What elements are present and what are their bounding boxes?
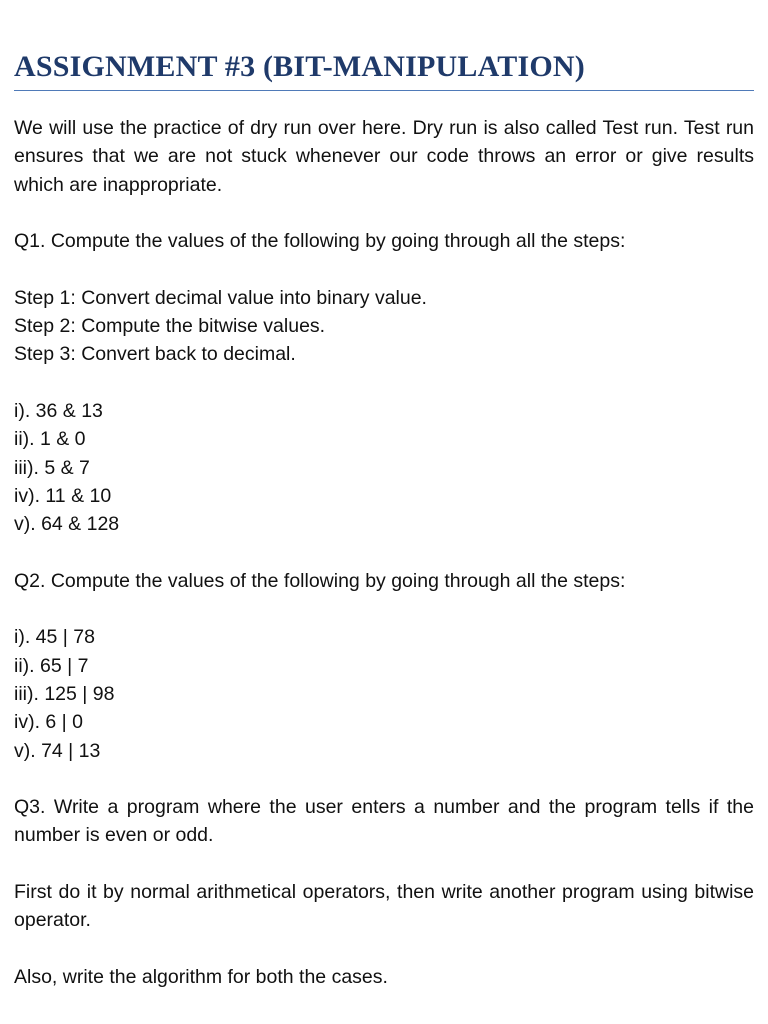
q1-item-4: iv). 11 & 10 <box>14 484 112 507</box>
q1-step-2: Step 2: Compute the bitwise values. <box>14 315 326 338</box>
q1-item-5: v). 64 & 128 <box>14 513 120 536</box>
q1-item-1: i). 36 & 13 <box>14 399 103 422</box>
document-title: ASSIGNMENT #3 (BIT-MANIPULATION) <box>14 48 754 91</box>
q1-step-3: Step 3: Convert back to decimal. <box>14 343 296 366</box>
q1-prompt: Q1. Compute the values of the following by going through all the steps: <box>14 230 626 253</box>
q3-prompt: Q3. Write a program where the user enters a number and the program tells if the number is even or odd. <box>14 796 754 847</box>
q2-item-1: i). 45 | 78 <box>14 626 95 649</box>
q3-instruction: First do it by normal arithmetical operators, then write another program using bitwise operator. <box>14 881 754 932</box>
q2-items <box>14 623 754 764</box>
document-body <box>14 114 754 991</box>
q2-item-4: iv). 6 | 0 <box>14 711 84 734</box>
q1-step-1: Step 1: Convert decimal value into binary value. <box>14 286 427 309</box>
q3-note: Also, write the algorithm for both the cases. <box>14 965 388 988</box>
q2-item-3: iii). 125 | 98 <box>14 682 115 705</box>
q2-item-5: v). 74 | 13 <box>14 739 101 762</box>
document-page <box>14 48 754 991</box>
q1-items <box>14 397 754 538</box>
q2-prompt: Q2. Compute the values of the following by going through all the steps: <box>14 569 626 592</box>
q1-item-2: ii). 1 & 0 <box>14 428 86 451</box>
intro-paragraph: We will use the practice of dry run over here. Dry run is also called Test run. Test run ensures that we are not stuck whenever our code throws an error or give results which are inappropriate. <box>14 117 754 196</box>
q1-steps <box>14 284 754 369</box>
q2-item-2: ii). 65 | 7 <box>14 654 89 677</box>
q1-item-3: iii). 5 & 7 <box>14 456 90 479</box>
